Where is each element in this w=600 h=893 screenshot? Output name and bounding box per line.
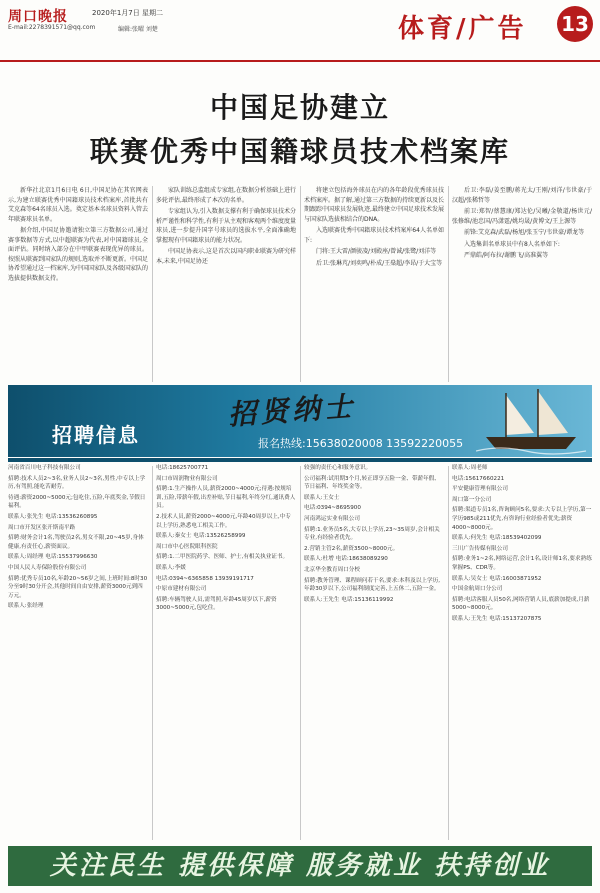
ad-line: 联系人:王先生 电话:15136119992 <box>304 596 394 603</box>
ad-line: 较强的责任心和服务意识。 <box>304 465 372 471</box>
ads-column-2 <box>156 464 296 615</box>
ad-line: 电话:18625700771 <box>156 465 209 471</box>
banner-phone: 报名热线:15638020008 13592220055 <box>258 437 464 450</box>
ad-line: 电话:0394~8695900 <box>304 505 361 512</box>
ad-line: 联系人:秦女士 电话:13526258999 <box>156 533 246 540</box>
banner-title: 招聘信息 <box>52 423 140 447</box>
article-paragraph: 中国足协表示,这是首次以国内职业联赛为研究样本,未来,中国足协还 <box>156 248 296 265</box>
article-column-3 <box>304 186 444 270</box>
ad-line: 河南鸿运实业有限公司 <box>304 515 360 522</box>
article-paragraph: 专家组认为,引入数据支撑有利于确保球员技术分析严谨性和科学性,有利于从主观和客观两个维度度量球员,进一步提升国字号球员的选拔水平,全面准确地掌握现有中国籍球员的能力状况。 <box>156 208 296 244</box>
player-list: 后卫:李磊/姜至鹏/蒋光太/王刚/刘洋/韦世豪/于汉超/张稀哲等 <box>452 187 592 204</box>
ads-column-3 <box>304 464 444 606</box>
article-column-2 <box>156 186 296 268</box>
ad-line: 招聘:业务1~2名,网络运营,会计1名,设计师1名,要求熟练掌握PS、CDR等。 <box>452 556 592 571</box>
ads-column-4 <box>452 464 592 626</box>
ad-line: 联系人:周经理 电话:15537996630 <box>8 554 98 561</box>
column-divider <box>300 186 301 382</box>
article-paragraph: 门将:王大雷/颜骏凌/刘殿座/曾诚/张鹭/刘洋等 <box>316 248 437 255</box>
ad-line: 招聘:财务会计1名,驾驶员2名,男女不限,20~45岁,身体健康,有责任心,薪资面议。 <box>8 535 144 550</box>
ad-line: 中原市建材有限公司 <box>156 586 207 593</box>
ad-line: 2.技术人员,薪资2000~4000元,年龄40周岁以上,中专以上学历,熟悉电工相关工作。 <box>156 513 291 529</box>
article-paragraph: 后卫:张琳芃/刘奕鸣/朴成/王燊超/李昂/于大宝等 <box>316 259 443 267</box>
ad-line: 周口市周润物业有限公司 <box>156 475 218 482</box>
ad-line: 联系人:张先生 电话:13536260895 <box>8 513 98 520</box>
ad-line: 联系人:王女士 <box>304 494 340 501</box>
article-paragraph: 家队训练总监组成专家组,在数据分析基础上进行多轮评估,最终形成了本次的名单。 <box>156 187 296 204</box>
contact-email: E-mail:2278391571@qq.com <box>8 24 96 31</box>
editor-credit: 编辑:张曜 刘楚 <box>118 26 158 33</box>
ad-line: 招聘:1.二甲医院药学、医师、护士,有相关执业证书。 <box>156 554 289 561</box>
ad-line: 平安健康管理有限公司 <box>452 486 508 493</box>
player-list: 前卫:郑智/蔡慧康/郑达伦/吴曦/金敬道/杨世元/张修维/池忠国/冯潇霆/姚均晟/黄博文/王上源等 <box>452 208 592 225</box>
article-column-1 <box>8 186 148 285</box>
recruitment-banner <box>8 385 592 457</box>
player-list: 入选集训名单球员中有8人名单如下: <box>464 240 560 248</box>
ads-column-1 <box>8 464 148 613</box>
column-divider <box>152 186 153 382</box>
ad-line: 电话:15617660221 <box>452 475 505 482</box>
banner-calligraphy: 招贤纳士 <box>227 389 358 432</box>
ad-line: 电话:0394~6365858 13939191717 <box>156 575 254 582</box>
ad-line: 河南省百川电子科技有限公司 <box>8 465 81 471</box>
article-paragraph: 据介绍,中国足协邀请独立第三方数据公司,通过赛事数据等方式,以中超联赛为代表,对中国籍球员,全面评估。同时纳入部分在中甲联赛表现优异的球员。按照从联赛到国家队的规则,选取并不断更新。中国足协希望通过这一档案库,为中国国家队及各级国家队的选拔提供数据支持。 <box>8 227 148 282</box>
page-number-badge: 13 <box>557 6 593 42</box>
ad-line: 招聘:电话客服人员50名,网络营销人员,底薪加提成,月薪5000~8000元。 <box>452 596 590 612</box>
ad-line: 联系人:王先生 电话:15137207875 <box>452 615 542 622</box>
banner-underline <box>8 458 592 462</box>
ad-line: 招聘:渠道专员1名,咨询顾问5名,要求:大专以上学历,第一学历985或211优先,有咨询行业经验者优先;薪资4000~8000元。 <box>452 507 592 531</box>
headline-line2: 联赛优秀中国籍球员技术档案库 <box>89 135 510 168</box>
ad-line: 三川广告传媒有限公司 <box>452 545 508 552</box>
page-header <box>0 0 600 62</box>
column-divider <box>300 466 301 840</box>
ad-line: 联系人:何先生 电话:18539402099 <box>452 535 542 542</box>
column-divider <box>448 186 449 382</box>
column-divider <box>152 466 153 840</box>
ad-line: 中国金航周口分公司 <box>452 586 503 593</box>
article-column-4 <box>452 186 592 263</box>
newspaper-logo: 周口晚报 <box>8 9 68 25</box>
article-paragraph: 入选联赛优秀中国籍球员技术档案库64人名单如下: <box>304 227 444 244</box>
ad-line: 招聘:1.生产操作人员,薪资2000~4000元;待遇:按规培训,五险,带薪年假,出差补贴,节日福利,年终分红,通讯费人员。 <box>156 486 296 510</box>
player-list: 前锋:艾克森/武磊/杨旭/张玉宁/韦世豪/谭龙等 <box>464 229 585 236</box>
ad-line: 周口第一分公司 <box>452 496 492 503</box>
headline-line1: 中国足协建立 <box>209 91 390 124</box>
ad-line: 周口市中心医院眼科医院 <box>156 543 218 550</box>
ad-line: 联系人:张经理 <box>8 603 44 610</box>
sailing-ship-icon <box>476 387 586 455</box>
column-divider <box>448 466 449 840</box>
ad-line: 北京华全教育周口分校 <box>304 566 360 573</box>
ad-line: 联系人:吴女士 电话:16003871952 <box>452 575 542 582</box>
ad-line: 待遇:薪资2000~5000元;包吃住,五险,年底奖金,节假日福利。 <box>8 494 146 510</box>
ad-line: 招聘:教务管理、课程顾问若干名,要求:本科及以上学历,年龄30岁以下,公司福利制度完善,上五休二,五险一金。 <box>304 577 440 593</box>
ad-line: 联系人:周老师 <box>452 465 488 471</box>
footer-slogan: 关注民生 提供保障 服务就业 扶持创业 <box>8 846 592 886</box>
ad-line: 招聘:车辆驾驶人员,需驾照,年龄45周岁以下,薪资3000~5000元,包吃住。 <box>156 596 277 612</box>
article-paragraph: 新华社北京1月6日电 6日,中国足协在其官网表示,为建立联赛优秀中国籍球员技术档案库,首批共有艾克森等64名球员入选。奠定基本名球员资料入管去年联赛球员名单。 <box>8 187 148 223</box>
issue-date: 2020年1月7日 星期二 <box>92 9 163 17</box>
ad-line: 2.营销主管2名,薪资3500~8000元。 <box>304 545 399 552</box>
ad-line: 招聘:技术人员2~3名,业务人员2~3名,男性,中专以上学历,有驾照,能吃苦耐劳。 <box>8 475 146 491</box>
ad-line: 招聘:1.业务员5名,大专以上学历,23~35周岁,会计相关专业,有经验者优先。 <box>304 526 440 542</box>
section-title: 体育/广告 <box>398 14 527 44</box>
ad-line: 联系人:李媛 <box>156 564 186 571</box>
ad-line: 招聘:优秀专员10名,年龄20~56岁之间,上班时间:8时30分至9时30分开会,其他时间自由安排,薪资3000元到四万元。 <box>8 575 148 599</box>
ad-line: 中国人民人寿保险股份有限公司 <box>8 564 87 571</box>
ad-line: 联系人:杜增 电话:18638089290 <box>304 556 388 563</box>
player-list: 严鼎皓/阿布拉/谢鹏飞/高准翼等 <box>464 252 549 259</box>
ad-line: 公司福利:试用期3个月,转正即享五险一金、带薪年假、节日福利、年终奖金等。 <box>304 475 440 491</box>
ad-line: 周口市开发区张开斯南平路 <box>8 524 76 531</box>
article-paragraph: 将建立包括海外球员在内的各年龄段优秀球员技术档案库。据了解,通过第三方数据的持续更新以及长期跟踪中国球员发展轨迹,最终建立中国足球技术发展与国家队选拔相结合的DNA。 <box>304 187 444 223</box>
